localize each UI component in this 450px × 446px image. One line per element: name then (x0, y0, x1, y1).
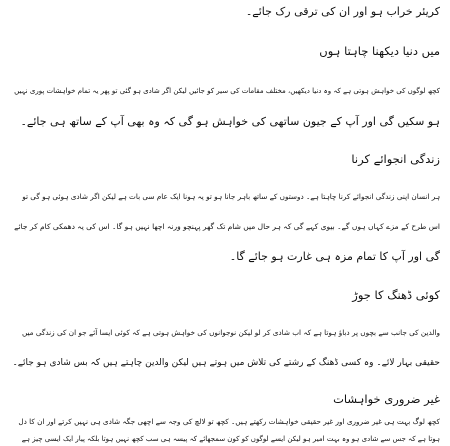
paragraph-line: ہر انسان اپنی زندگی انجوائے کرنا چاہتا ہے۔ دوستوں کے ساتھ باہر جانا ہو تو یہ ہونا ایک عام سی بات ہے لیکن اگر شادی ہوئی ہو گی تو (22, 192, 440, 201)
paragraph-line: کچھ لوگ بہت ہی غیر ضروری اور غیر حقیقی خواہشات رکھتے ہیں۔ کچھ تو لالچ کی وجہ سے اچھی جگہ شادی ہی نہیں کرتے اور ان کا دل (18, 417, 440, 426)
paragraph-line: حقیقی بہار لائے۔ وہ کسی ڈھنگ کے رشتے کی تلاش میں ہوتے ہیں لیکن والدین چاہتے ہیں کہ بس شادی ہو جائے۔ (12, 358, 440, 368)
section-heading: غیر ضروری خواہشات (333, 392, 440, 406)
paragraph-line: ہو سکیں گی اور آپ کے جیون ساتھی کی خواہش ہو گی کہ وہ بھی آپ کے ساتھ ہی جائے۔ (20, 115, 440, 128)
paragraph-line: ہوتا ہے کہ جس سے شادی ہو وہ بہت امیر ہو لیکن ایسے لوگوں کو کون سمجھائے کہ پیسہ ہی سب کچھ نہیں ہوتا بلکہ پیار ایک ایسی چیز ہے (21, 435, 440, 443)
paragraph-line: گی اور آپ کا تمام مزہ ہی غارت ہو جائے گا۔ (229, 250, 440, 263)
paragraph-line: والدین کی جانب سے بچوں پر دباؤ ہوتا ہے کہ اب شادی کر لو لیکن نوجوانوں کی خواہش ہوتی ہے کہ کوئی ایسا آئے جو ان کی زندگی میں (21, 328, 440, 337)
paragraph-line: اس طرح کے مزے کہاں ہوں گے۔ بیوی کہے گی کہ ہر حال میں شام تک گھر پہنچو ورنہ اچھا نہیں ہو گا۔ اس کی یہ دھمکی کام کر جائے (14, 222, 440, 231)
paragraph-line: کچھ لوگوں کی خواہش ہوتی ہے کہ وہ دنیا دیکھیں، مختلف مقامات کی سیر کو جائیں لیکن اگر شادی ہو گئی تو پھر یہ تمام خواہشات پوری نہیں (14, 87, 440, 95)
section-heading: زندگی انجوائے کرنا (351, 152, 440, 166)
paragraph-line: کریئر خراب ہو اور ان کی ترقی رک جائے۔ (245, 5, 440, 18)
section-heading: میں دنیا دیکھنا چاہتا ہوں (319, 44, 440, 58)
section-heading: کوئی ڈھنگ کا جوڑ (352, 288, 440, 302)
